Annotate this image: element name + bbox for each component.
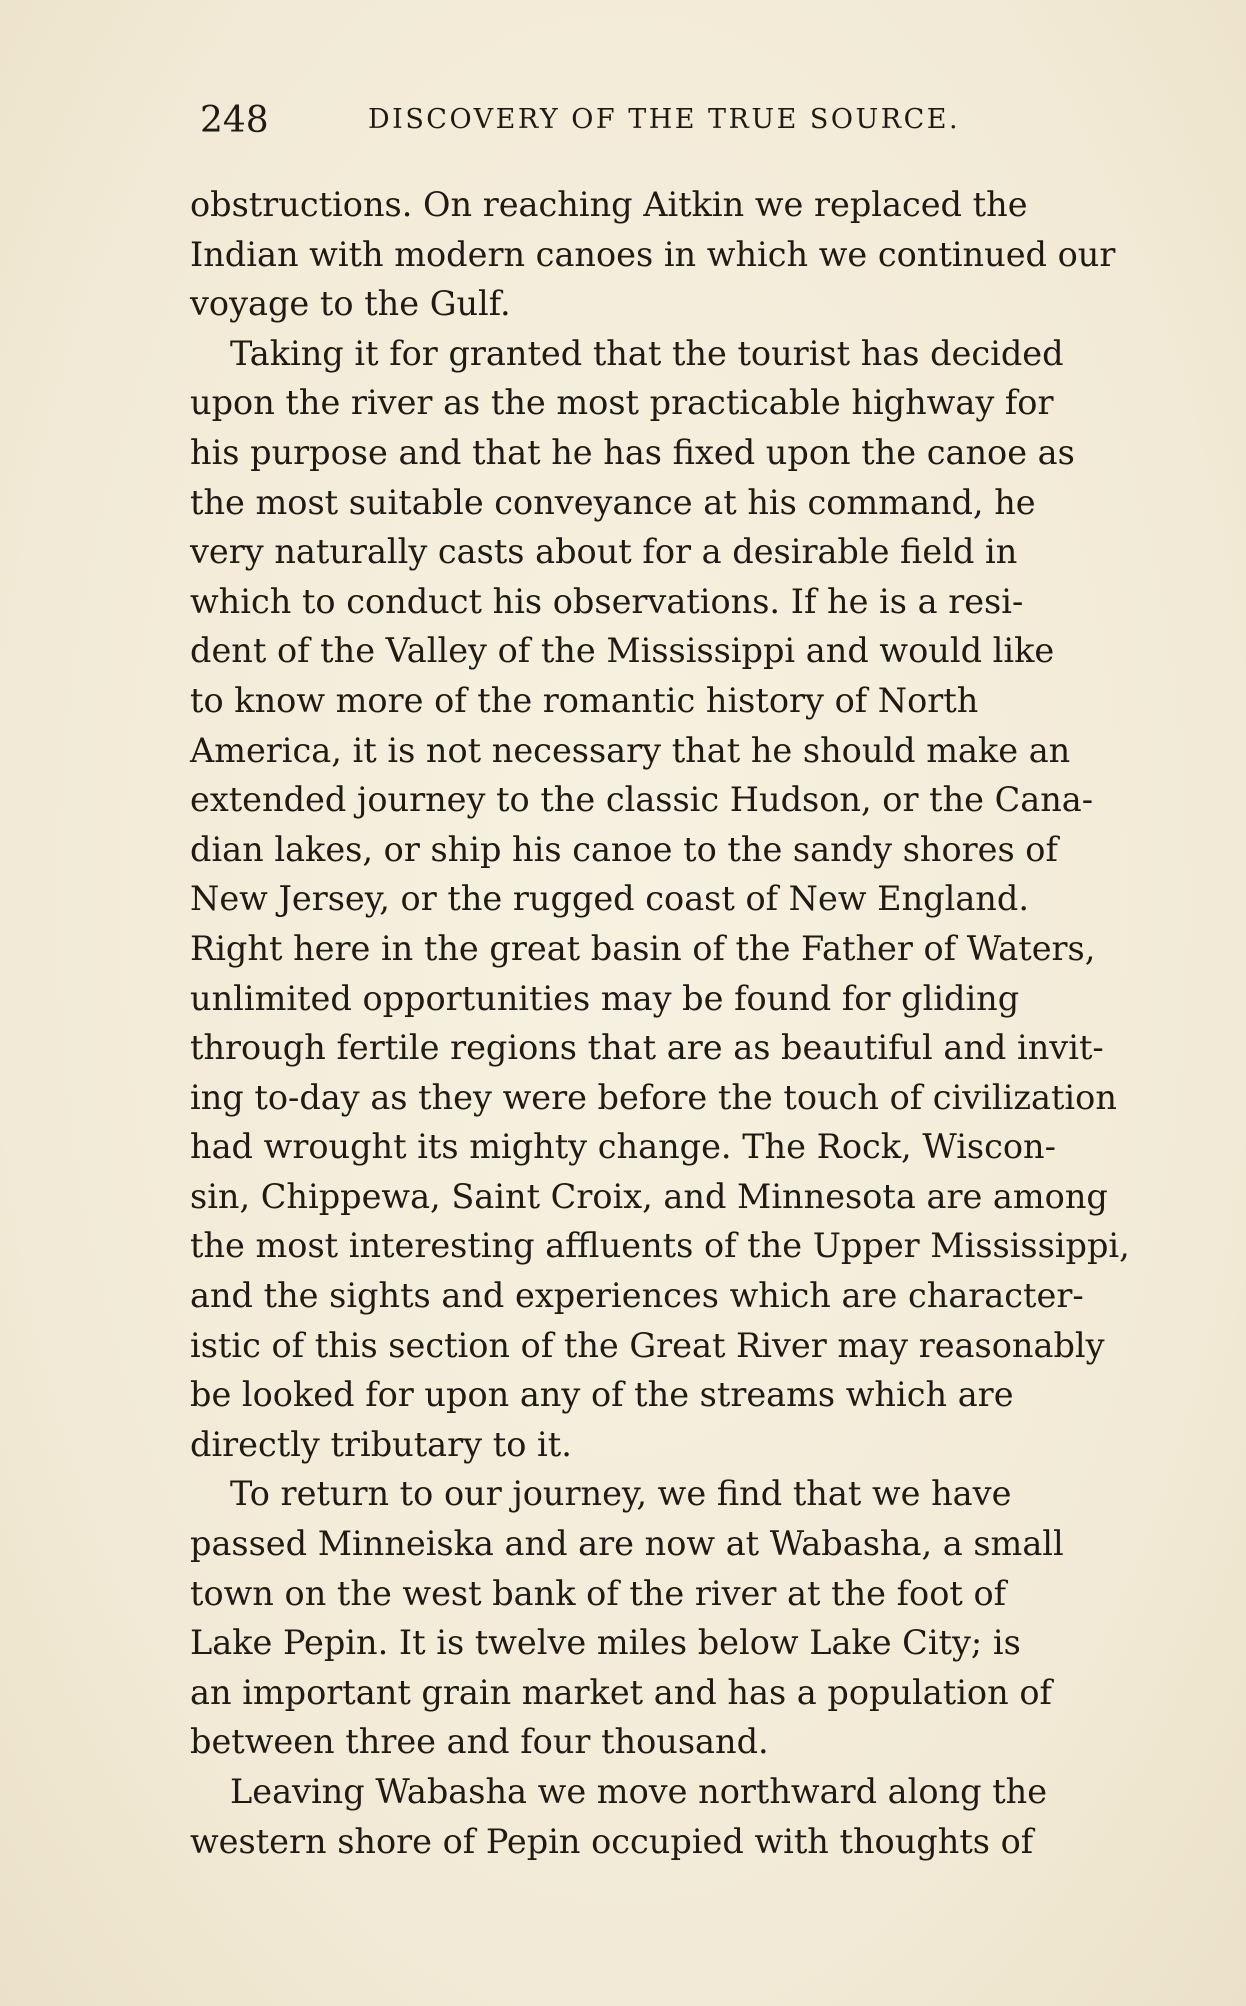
- text-line: obstructions. On reaching Aitkin we replaced the: [190, 185, 1028, 224]
- text-line: which to conduct his observations. If he is a resi-: [190, 581, 1024, 621]
- page-number: 248: [200, 100, 269, 141]
- text-line: passed Minneiska and are now at Wabasha, a small: [190, 1524, 1064, 1564]
- text-line: dent of the Valley of the Mississippi and would like: [190, 631, 1055, 671]
- running-title: DISCOVERY OF THE TRUE SOURCE.: [368, 104, 961, 135]
- page-header: [200, 100, 1070, 150]
- paragraph-start-line: To return to our journey, we find that we have: [230, 1474, 1012, 1514]
- text-line: western shore of Pepin occupied with thoughts of: [190, 1821, 1034, 1861]
- text-line: voyage to the Gulf.: [190, 284, 511, 324]
- text-line: upon the river as the most practicable highway for: [190, 383, 1054, 423]
- text-line: istic of this section of the Great River may reasonably: [190, 1325, 1105, 1365]
- text-line: be looked for upon any of the streams which are: [190, 1375, 1014, 1415]
- text-line: an important grain market and has a population of: [190, 1672, 1052, 1712]
- text-line: very naturally casts about for a desirable field in: [190, 532, 1018, 572]
- text-line: extended journey to the classic Hudson, or the Cana-: [190, 780, 1094, 820]
- paragraph-start-line: Leaving Wabasha we move northward along the: [230, 1772, 1048, 1811]
- text-line: the most suitable conveyance at his command, he: [190, 482, 1036, 522]
- body-text: [190, 180, 1165, 1866]
- text-line: dian lakes, or ship his canoe to the sandy shores of: [190, 829, 1058, 869]
- text-line: the most interesting affluents of the Upper Mississippi,: [190, 1226, 1130, 1266]
- text-line: his purpose and that he has fixed upon the canoe as: [190, 432, 1075, 472]
- text-line: New Jersey, or the rugged coast of New England.: [190, 879, 1029, 919]
- text-line: directly tributary to it.: [190, 1424, 572, 1464]
- text-line: America, it is not necessary that he should make an: [190, 730, 1071, 770]
- text-line: had wrought its mighty change. The Rock, Wiscon-: [190, 1127, 1056, 1167]
- text-line: and the sights and experiences which are character-: [190, 1276, 1084, 1316]
- text-line: town on the west bank of the river at the foot of: [190, 1573, 1007, 1613]
- text-line: Right here in the great basin of the Father of Waters,: [190, 928, 1096, 968]
- text-line: unlimited opportunities may be found for gliding: [190, 978, 1020, 1018]
- text-line: to know more of the romantic history of North: [190, 680, 979, 720]
- text-line: Lake Pepin. It is twelve miles below Lake City; is: [190, 1623, 1021, 1663]
- text-line: ing to-day as they were before the touch of civilization: [190, 1077, 1117, 1117]
- text-line: through fertile regions that are as beautiful and invit-: [190, 1028, 1104, 1068]
- text-line: sin, Chippewa, Saint Croix, and Minnesota are among: [190, 1176, 1108, 1216]
- text-line: Indian with modern canoes in which we continued our: [190, 234, 1116, 274]
- text-line: between three and four thousand.: [190, 1722, 769, 1762]
- paragraph-start-line: Taking it for granted that the tourist has decided: [230, 333, 1064, 373]
